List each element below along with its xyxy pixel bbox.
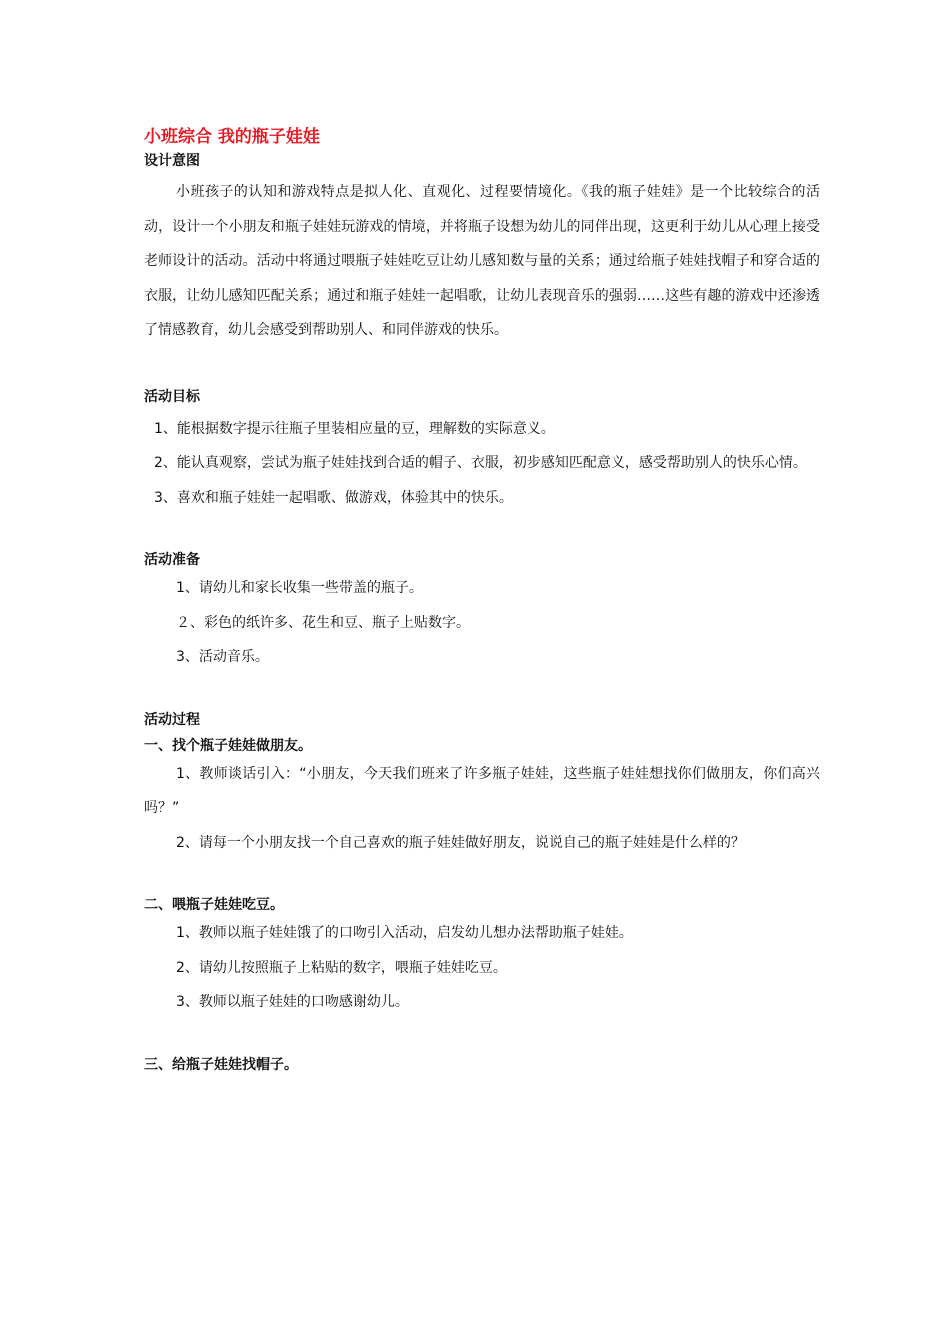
design-intent-paragraph: 小班孩子的认知和游戏特点是拟人化、直观化、过程要情境化。《我的瓶子娃娃》是一个比较综合的活动，设计一个小朋友和瓶子娃娃玩游戏的情境，并将瓶子设想为幼儿的同伴出现，这更利于幼儿从心理上接受老师设计的活动。活动中将通过喂瓶子娃娃吃豆让幼儿感知数与量的关系；通过给瓶子娃娃找帽子和穿合适的衣服，让幼儿感知匹配关系；通过和瓶子娃娃一起唱歌，让幼儿表现音乐的强弱……这些有趣的游戏中还渗透了情感教育，幼儿会感受到帮助别人、和同伴游戏的快乐。 <box>144 184 820 338</box>
goal-item: 2、能认真观察，尝试为瓶子娃娃找到合适的帽子、衣服，初步感知匹配意义，感受帮助别人的快乐心情。 <box>154 455 807 471</box>
goal-item: 3、喜欢和瓶子娃娃一起唱歌、做游戏，体验其中的快乐。 <box>154 489 513 506</box>
process-item: 2、请每一个小朋友找一个自己喜欢的瓶子娃娃做好朋友，说说自己的瓶子娃娃是什么样的？ <box>176 834 745 851</box>
process-heading: 活动过程 <box>144 711 200 728</box>
process-item: 1、教师谈话引入：“小朋友，今天我们班来了许多瓶子娃娃，这些瓶子娃娃想找你们做朋友，你们高兴吗？” <box>144 765 820 816</box>
goal-item: 1、能根据数字提示往瓶子里装相应量的豆，理解数的实际意义。 <box>154 420 555 437</box>
process-item: 2、请幼儿按照瓶子上粘贴的数字，喂瓶子娃娃吃豆。 <box>176 959 507 976</box>
process-section-3-heading: 三、给瓶子娃娃找帽子。 <box>144 1056 298 1073</box>
process-section-1-list <box>144 757 820 861</box>
process-section-1-heading: 一、找个瓶子娃娃做朋友。 <box>144 737 312 754</box>
goals-list <box>144 412 820 516</box>
design-intent-heading: 设计意图 <box>144 153 200 169</box>
process-section-2-heading: 二、喂瓶子娃娃吃豆。 <box>144 897 284 913</box>
preparation-list <box>144 571 820 675</box>
preparation-item: ２、彩色的纸许多、花生和豆、瓶子上贴数字。 <box>176 614 470 631</box>
process-item: 3、教师以瓶子娃娃的口吻感谢幼儿。 <box>176 994 409 1010</box>
preparation-item: 3、活动音乐。 <box>176 649 269 665</box>
process-section-2-list <box>144 916 820 1020</box>
document-title: 小班综合 我的瓶子娃娃 <box>144 127 320 147</box>
process-item: 1、教师以瓶子娃娃饿了的口吻引入活动，启发幼儿想办法帮助瓶子娃娃。 <box>176 925 633 941</box>
preparation-heading: 活动准备 <box>144 552 200 568</box>
document-body <box>144 124 820 1076</box>
preparation-item: 1、请幼儿和家长收集一些带盖的瓶子。 <box>176 580 423 596</box>
goals-heading: 活动目标 <box>144 388 200 405</box>
